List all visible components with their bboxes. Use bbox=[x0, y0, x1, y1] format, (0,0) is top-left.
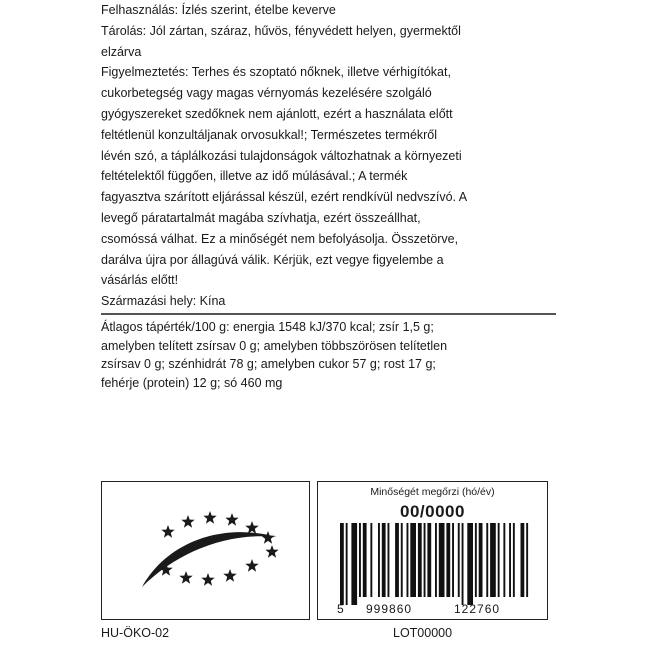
barcode-bar bbox=[452, 523, 454, 597]
warning-line-4: feltétlenül konzultáljanak orvosukkal!; Természetes termékről bbox=[101, 127, 438, 142]
barcode-bar bbox=[513, 523, 515, 597]
nutrition-line-1: Átlagos tápérték/100 g: energia 1548 kJ/370 kcal; zsír 1,5 g; bbox=[101, 320, 434, 334]
barcode-bar bbox=[521, 523, 525, 597]
barcode-bar bbox=[479, 523, 483, 597]
lot-number: LOT00000 bbox=[393, 626, 453, 640]
barcode-bar bbox=[340, 523, 344, 605]
nutrition-line-4: fehérje (protein) 12 g; só 460 mg bbox=[101, 376, 283, 391]
eu-star-icon bbox=[203, 511, 216, 524]
barcode-bar bbox=[490, 523, 496, 597]
barcode-panel bbox=[317, 481, 548, 620]
barcode-bar bbox=[446, 523, 450, 597]
barcode-bar bbox=[363, 523, 367, 597]
barcode-bar bbox=[526, 523, 528, 597]
barcode-bar bbox=[467, 523, 473, 605]
nutrition-line-3: zsírsav 0 g; szénhidrát 78 g; amelyben cukor 57 g; rost 17 g; bbox=[101, 357, 436, 372]
barcode-bar bbox=[407, 523, 409, 597]
barcode-bar bbox=[370, 523, 372, 597]
origin-line: Származási hely: Kína bbox=[101, 294, 226, 309]
barcode-bar bbox=[418, 523, 422, 597]
barcode-bar bbox=[410, 523, 416, 597]
barcode-bar bbox=[439, 523, 445, 597]
warning-line-1: Figyelmeztetés: Terhes és szoptató nőknek, illetve vérhigítókat, bbox=[101, 65, 451, 80]
eco-control-code: HU-ÖKO-02 bbox=[101, 626, 170, 640]
barcode-icon bbox=[340, 523, 530, 605]
eu-star-icon bbox=[201, 573, 214, 586]
eu-star-icon bbox=[245, 521, 258, 534]
barcode-bar bbox=[401, 523, 403, 597]
nutrition-line-2: amelyben telített zsírsav 0 g; amelyben többszörösen telítetlen bbox=[101, 338, 448, 353]
product-label-text bbox=[101, 0, 556, 312]
barcode-bar bbox=[458, 523, 460, 597]
best-before-value: 00/0000 bbox=[400, 502, 465, 521]
eu-star-icon bbox=[223, 569, 236, 582]
barcode-bar bbox=[351, 523, 357, 605]
barcode-bar bbox=[435, 523, 437, 597]
eu-star-icon bbox=[245, 559, 258, 572]
eu-star-icon bbox=[181, 515, 194, 528]
warning-line-2: cukorbetegség vagy magas vérnyomás kezelésére szolgáló bbox=[101, 86, 432, 101]
eu-star-icon bbox=[225, 513, 238, 526]
usage-line: Felhasználás: Ízlés szerint, ételbe keverve bbox=[101, 3, 336, 17]
warning-line-10: darálva újra por állagúvá válik. Kérjük, ezt vegye figyelembe a bbox=[101, 252, 444, 267]
barcode-digits-left: 999860 bbox=[366, 602, 413, 616]
barcode-bar bbox=[486, 523, 488, 597]
warning-line-3: gyógyszereket szedőknek nem ajánlott, ezért a használata előtt bbox=[101, 106, 453, 121]
section-divider bbox=[101, 313, 556, 315]
barcode-bar bbox=[378, 523, 380, 597]
warning-line-11: vásárlás előtt! bbox=[101, 273, 179, 288]
warning-line-5: lévén szó, a táplálkozási tulajdonságok változhatnak a környezeti bbox=[101, 148, 462, 163]
warning-line-6: feltételektől függően, illetve az idő múlásával.; A termék bbox=[101, 169, 408, 184]
eu-organic-leaf-icon bbox=[102, 482, 309, 619]
barcode-digits-right: 122760 bbox=[454, 602, 501, 616]
eu-star-icon bbox=[265, 545, 278, 558]
barcode-bar bbox=[475, 523, 477, 597]
barcode-bar bbox=[382, 523, 386, 597]
barcode-bar bbox=[503, 523, 505, 597]
barcode-bar bbox=[395, 523, 399, 597]
eu-star-icon bbox=[179, 571, 192, 584]
barcode-bar bbox=[462, 523, 464, 605]
barcode-bar bbox=[509, 523, 511, 597]
warning-line-7: fagyasztva szárított eljárással készül, ezért rendkívül nedvszívó. A bbox=[101, 190, 468, 205]
eu-star-icon bbox=[161, 525, 174, 538]
eu-organic-logo bbox=[101, 481, 310, 620]
barcode-digit-first: 5 bbox=[337, 602, 345, 616]
nutrition-facts bbox=[101, 318, 556, 393]
barcode-bar bbox=[346, 523, 348, 605]
barcode-bar bbox=[359, 523, 361, 597]
barcode-bar bbox=[498, 523, 500, 597]
warning-line-8: levegő páratartalmát magába szívhatja, ezért összeállhat, bbox=[101, 210, 421, 225]
storage-line-cont: elzárva bbox=[101, 44, 142, 59]
barcode-bar bbox=[388, 523, 390, 597]
storage-line: Tárolás: Jól zártan, száraz, hűvös, fényvédett helyen, gyermektől bbox=[101, 23, 461, 38]
barcode-bar bbox=[424, 523, 426, 597]
best-before-label: Minőségét megőrzi (hó/év) bbox=[370, 486, 495, 498]
barcode-bar bbox=[427, 523, 431, 597]
eu-star-icon bbox=[261, 531, 274, 544]
warning-line-9: csomóssá válhat. Ez a minőségét nem befolyásolja. Összetörve, bbox=[101, 231, 459, 246]
